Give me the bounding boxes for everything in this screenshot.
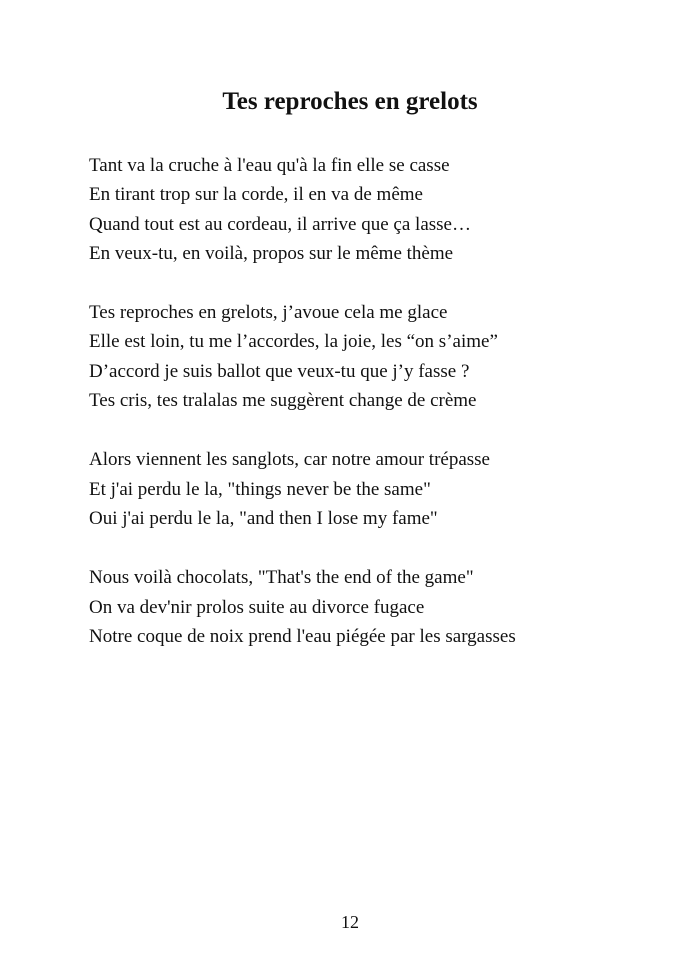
stanza-4 — [89, 563, 679, 651]
poem-line: Quand tout est au cordeau, il arrive que ça lasse… — [89, 213, 471, 235]
poem-line: On va dev'nir prolos suite au divorce fugace — [89, 596, 425, 618]
stanza-1 — [89, 151, 679, 268]
page-number: 12 — [341, 912, 359, 932]
stanza-2 — [89, 298, 679, 415]
poem-line: Tes cris, tes tralalas me suggèrent change de crème — [89, 390, 477, 412]
poem-line: En tirant trop sur la corde, il en va de même — [89, 184, 423, 206]
poem-line: Alors viennent les sanglots, car notre amour trépasse — [89, 449, 490, 471]
poem-line: En veux-tu, en voilà, propos sur le même thème — [89, 242, 454, 264]
poem-line: Oui j'ai perdu le la, "and then I lose my fame" — [89, 507, 438, 529]
poem-body — [89, 151, 679, 681]
poem-line: Elle est loin, tu me l’accordes, la joie, les “on s’aime” — [89, 331, 498, 353]
stanza-3 — [89, 445, 679, 533]
poem-line: Notre coque de noix prend l'eau piégée par les sargasses — [89, 625, 516, 647]
poem-line: D’accord je suis ballot que veux-tu que j’y fasse ? — [89, 360, 470, 382]
poem-line: Tes reproches en grelots, j’avoue cela me glace — [89, 302, 448, 324]
poem-line: Et j'ai perdu le la, "things never be the same" — [89, 478, 431, 500]
poem-title: Tes reproches en grelots — [222, 88, 478, 115]
poem-line: Nous voilà chocolats, "That's the end of the game" — [89, 567, 474, 589]
poem-line: Tant va la cruche à l'eau qu'à la fin elle se casse — [89, 155, 450, 176]
